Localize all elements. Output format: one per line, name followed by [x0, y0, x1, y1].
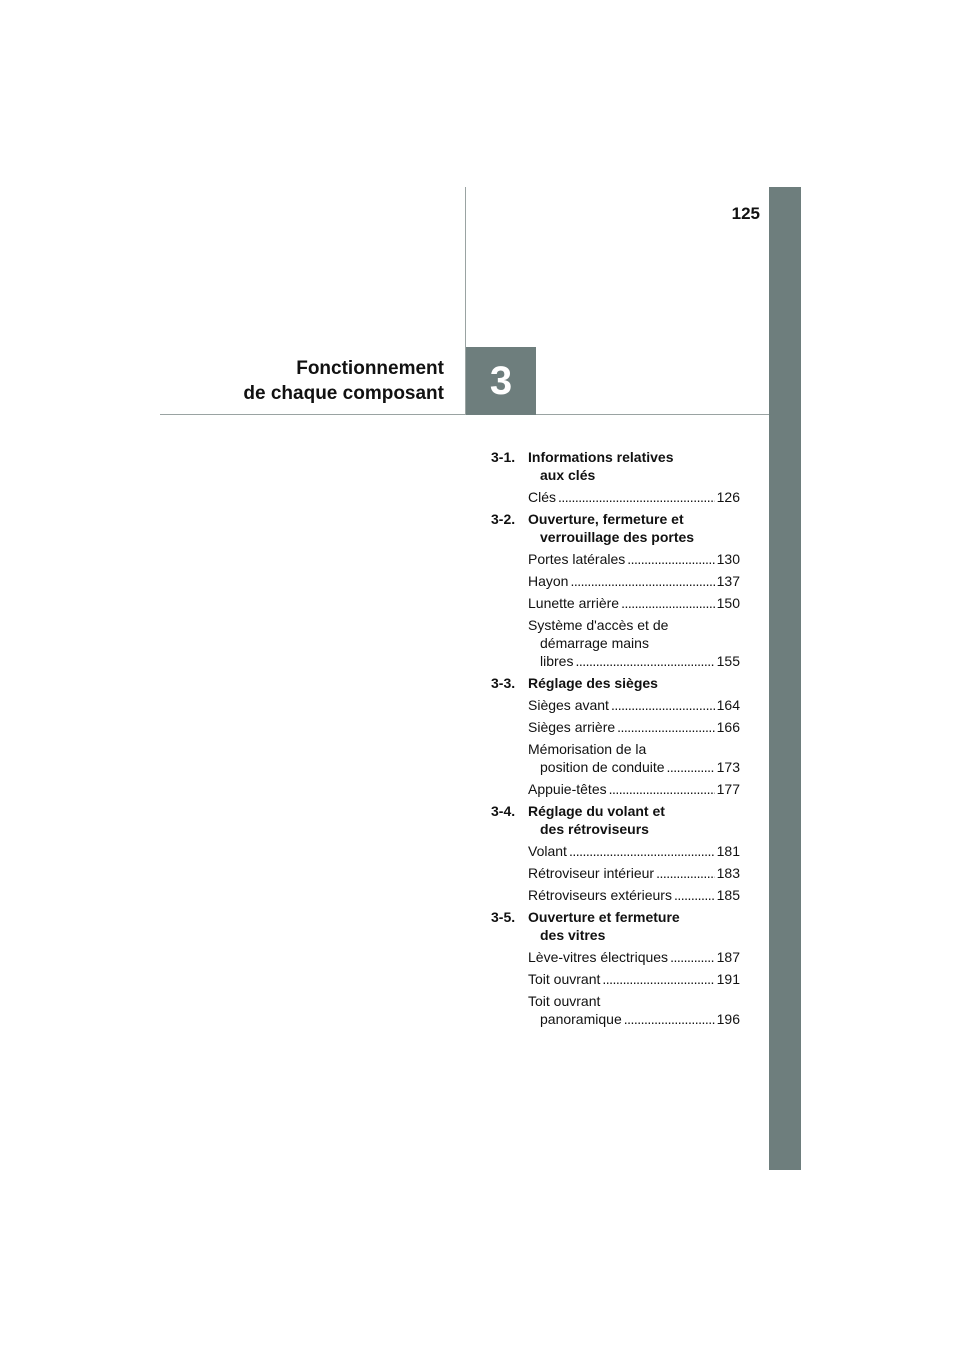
toc-entry-text: Clés — [528, 489, 557, 505]
section-title-line: des vitres — [540, 927, 606, 943]
section-title-line: Réglage du volant et — [528, 803, 665, 819]
toc-entry[interactable] — [491, 718, 740, 736]
toc-entry-line — [528, 718, 740, 736]
chapter-title-line: Fonctionnement — [296, 358, 444, 379]
toc-entry-line: Toit ouvrant — [528, 993, 601, 1009]
chapter-title — [243, 356, 444, 406]
toc-section — [491, 908, 740, 1028]
toc-entry-line — [528, 594, 740, 612]
chapter-number-box — [466, 347, 536, 415]
toc-entry-line: Système d'accès et de — [528, 617, 669, 633]
dot-leader — [621, 594, 715, 612]
toc-entry-line — [528, 758, 740, 776]
section-title-line: des rétroviseurs — [540, 821, 649, 837]
toc-entry-page: 185 — [716, 887, 740, 903]
toc-entry[interactable] — [491, 488, 740, 506]
toc-entry[interactable] — [491, 550, 740, 568]
chapter-number: 3 — [489, 358, 513, 403]
section-title-line: verrouillage des portes — [540, 529, 695, 545]
toc-entry[interactable] — [491, 616, 740, 670]
toc-entry[interactable] — [491, 572, 740, 590]
toc-section — [491, 674, 740, 798]
section-heading[interactable] — [491, 510, 740, 546]
toc-entry-page: 130 — [716, 551, 740, 567]
dot-leader — [624, 1010, 715, 1028]
toc-entry-text: libres — [540, 653, 574, 669]
section-heading[interactable] — [491, 674, 740, 692]
toc-entry-line — [528, 488, 740, 506]
toc-section — [491, 448, 740, 506]
toc-entry-text: Sièges arrière — [528, 719, 616, 735]
section-title-line: Ouverture et fermeture — [528, 909, 680, 925]
toc-entry-text: Sièges avant — [528, 697, 609, 713]
toc-entry[interactable] — [491, 696, 740, 714]
toc-entry-page: 126 — [716, 489, 740, 505]
dot-leader — [611, 696, 715, 714]
section-number: 3-1. — [491, 449, 516, 465]
toc-entry[interactable] — [491, 970, 740, 988]
toc-entry-page: 164 — [716, 697, 740, 713]
section-number: 3-5. — [491, 909, 516, 925]
section-number: 3-3. — [491, 675, 516, 691]
section-heading[interactable] — [491, 448, 740, 484]
toc-entry-page: 187 — [716, 949, 740, 965]
dot-leader — [609, 780, 715, 798]
toc-entry-line — [528, 572, 740, 590]
toc-section — [491, 510, 740, 670]
dot-leader — [617, 718, 714, 736]
toc-entry-page: 155 — [716, 653, 740, 669]
toc-entry-page: 181 — [716, 843, 740, 859]
dot-leader — [670, 948, 715, 966]
section-title-line: Réglage des sièges — [528, 675, 658, 691]
section-title-line: aux clés — [540, 467, 596, 483]
chapter-title-line: de chaque composant — [243, 383, 444, 404]
toc-entry-text: Hayon — [528, 573, 569, 589]
horizontal-rule — [160, 414, 769, 415]
toc-entry-page: 173 — [716, 759, 740, 775]
toc-entry-line: Mémorisation de la — [528, 741, 647, 757]
toc-entry-page: 191 — [716, 971, 740, 987]
toc-entry-line — [528, 780, 740, 798]
toc-entry-line — [528, 1010, 740, 1028]
toc-section — [491, 802, 740, 904]
toc-entry-line — [528, 864, 740, 882]
toc-entry-page: 150 — [716, 595, 740, 611]
toc-entry-page: 137 — [716, 573, 740, 589]
dot-leader — [667, 758, 715, 776]
toc-entry-line — [528, 652, 740, 670]
toc-entry-line: démarrage mains — [540, 635, 649, 651]
toc-entry[interactable] — [491, 780, 740, 798]
dot-leader — [627, 550, 714, 568]
toc-entry[interactable] — [491, 886, 740, 904]
toc-entry-text: Lève-vitres électriques — [528, 949, 669, 965]
dot-leader — [575, 652, 714, 670]
chapter-side-tab — [769, 187, 801, 1170]
dot-leader — [602, 970, 714, 988]
toc-entry-text: position de conduite — [540, 759, 665, 775]
toc-entry-line — [528, 948, 740, 966]
section-title-line: Ouverture, fermeture et — [528, 511, 684, 527]
dot-leader — [656, 864, 715, 882]
section-heading[interactable] — [491, 802, 740, 838]
dot-leader — [569, 842, 715, 860]
toc-entry-text: Rétroviseur intérieur — [528, 865, 655, 881]
toc-entry[interactable] — [491, 948, 740, 966]
page-number: 125 — [731, 204, 760, 223]
dot-leader — [570, 572, 714, 590]
toc-entry-text: Lunette arrière — [528, 595, 620, 611]
toc-entry-line — [528, 842, 740, 860]
toc-entry-page: 196 — [716, 1011, 740, 1027]
toc-entry[interactable] — [491, 740, 740, 776]
toc-entry-text: Rétroviseurs extérieurs — [528, 887, 672, 903]
table-of-contents — [491, 448, 740, 1032]
toc-entry[interactable] — [491, 992, 740, 1028]
toc-entry[interactable] — [491, 842, 740, 860]
toc-entry-page: 183 — [716, 865, 740, 881]
toc-entry-text: Portes latérales — [528, 551, 626, 567]
toc-entry-text: Toit ouvrant — [528, 971, 601, 987]
toc-entry[interactable] — [491, 594, 740, 612]
toc-entry[interactable] — [491, 864, 740, 882]
toc-entry-page: 177 — [716, 781, 740, 797]
section-title-line: Informations relatives — [528, 449, 674, 465]
toc-entry-page: 166 — [716, 719, 740, 735]
section-heading[interactable] — [491, 908, 740, 944]
toc-entry-text: Volant — [528, 843, 567, 859]
dot-leader — [558, 488, 715, 506]
section-number: 3-4. — [491, 803, 516, 819]
toc-entry-line — [528, 970, 740, 988]
toc-entry-text: Appuie-têtes — [528, 781, 607, 797]
toc-entry-text: panoramique — [540, 1011, 622, 1027]
toc-entry-line — [528, 550, 740, 568]
toc-entry-line — [528, 886, 740, 904]
section-number: 3-2. — [491, 511, 516, 527]
toc-entry-line — [528, 696, 740, 714]
dot-leader — [674, 886, 715, 904]
